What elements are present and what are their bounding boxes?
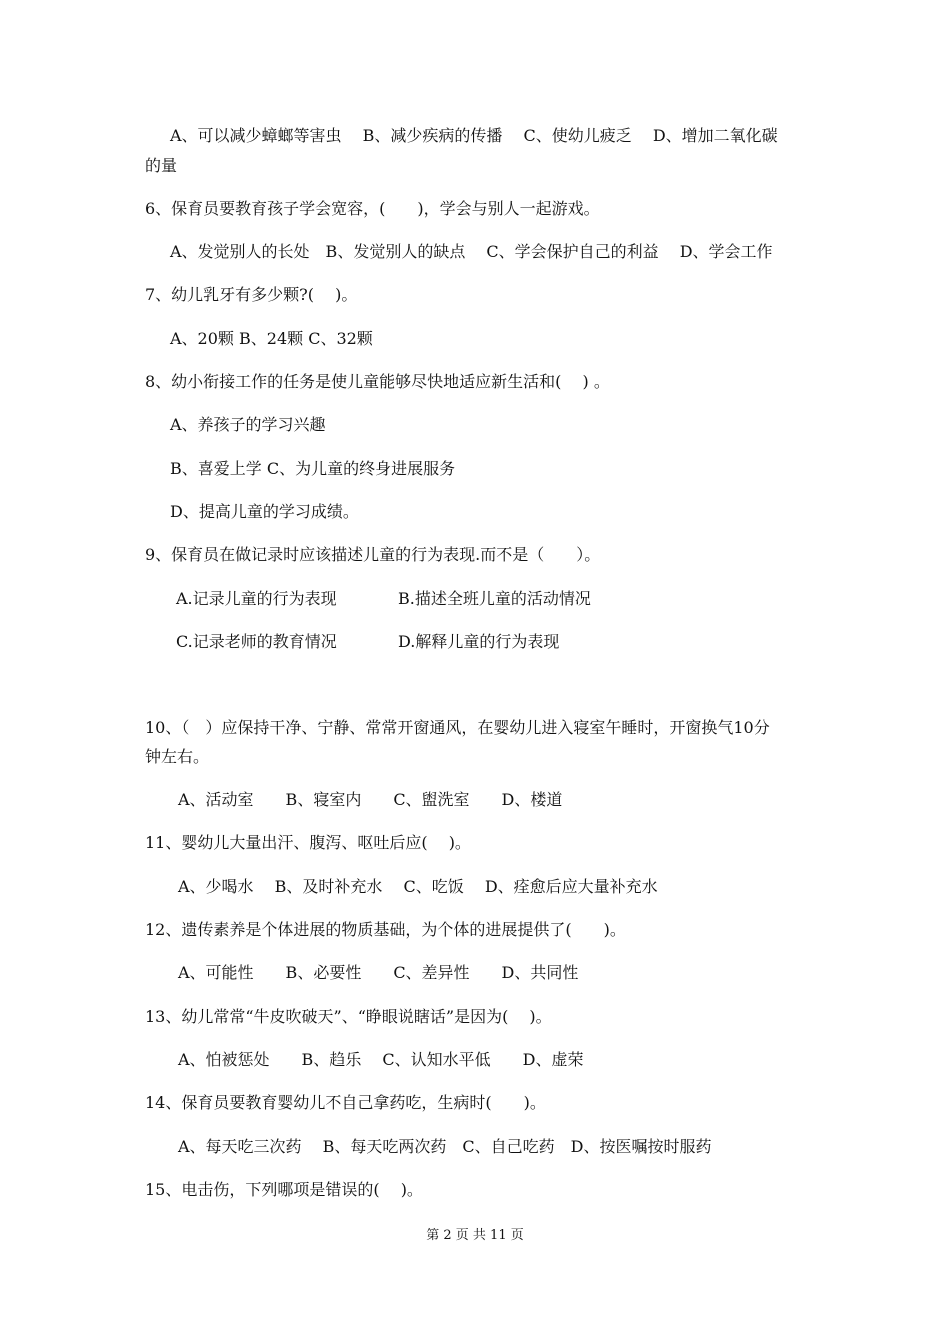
question-8: 8、幼小衔接工作的任务是使儿童能够尽快地适应新生活和( ) 。 <box>145 372 610 391</box>
page-number-footer: 第 2 页 共 11 页 <box>426 1228 524 1243</box>
q12-options: A、可能性 B、必要性 C、差异性 D、共同性 <box>178 963 579 982</box>
question-6: 6、保育员要教育孩子学会宽容，( )，学会与别人一起游戏。 <box>145 199 600 218</box>
question-10: 10、（ ）应保持干净、宁静、常常开窗通风，在婴幼儿进入寝室午睡时，开窗换气10分 <box>145 718 770 737</box>
question-9: 9、保育员在做记录时应该描述儿童的行为表现.而不是（ ）。 <box>145 545 601 564</box>
q14-options: A、每天吃三次药 B、每天吃两次药 C、自己吃药 D、按医嘱按时服药 <box>178 1137 712 1156</box>
q7-options: A、20颗 B、24颗 C、32颗 <box>170 329 373 348</box>
question-10-continuation: 钟左右。 <box>145 747 210 766</box>
question-11: 11、婴幼儿大量出汗、腹泻、呕吐后应( )。 <box>145 833 471 852</box>
q5-options-line: A、可以减少蟑螂等害虫 B、减少疾病的传播 C、使幼儿疲乏 D、增加二氧化碳 <box>170 126 778 145</box>
q8-option-d: D、提高儿童的学习成绩。 <box>170 502 359 521</box>
q11-options: A、少喝水 B、及时补充水 C、吃饭 D、痊愈后应大量补充水 <box>178 877 658 896</box>
question-12: 12、遗传素养是个体进展的物质基础，为个体的进展提供了( )。 <box>145 920 626 939</box>
q9-option-b: B.描述全班儿童的活动情况 <box>398 589 591 608</box>
q6-options: A、发觉别人的长处 B、发觉别人的缺点 C、学会保护自己的利益 D、学会工作 <box>170 242 773 261</box>
q9-option-d: D.解释儿童的行为表现 <box>398 632 560 651</box>
question-13: 13、幼儿常常“牛皮吹破天”、“睁眼说瞎话”是因为( )。 <box>145 1007 552 1026</box>
question-15: 15、电击伤，下列哪项是错误的( )。 <box>145 1180 423 1199</box>
q5-options-continuation: 的量 <box>145 156 178 175</box>
question-7: 7、幼儿乳牙有多少颗?( )。 <box>145 285 358 304</box>
q10-options: A、活动室 B、寝室内 C、盥洗室 D、楼道 <box>178 790 563 809</box>
question-14: 14、保育员要教育婴幼儿不自己拿药吃，生病时( )。 <box>145 1093 546 1112</box>
q8-option-b-c: B、喜爱上学 C、为儿童的终身进展服务 <box>170 459 456 478</box>
q8-option-a: A、养孩子的学习兴趣 <box>170 415 326 434</box>
q13-options: A、怕被惩处 B、趋乐 C、认知水平低 D、虚荣 <box>178 1050 584 1069</box>
q9-option-c: C.记录老师的教育情况 <box>176 632 337 651</box>
q9-option-a: A.记录儿童的行为表现 <box>176 589 337 608</box>
